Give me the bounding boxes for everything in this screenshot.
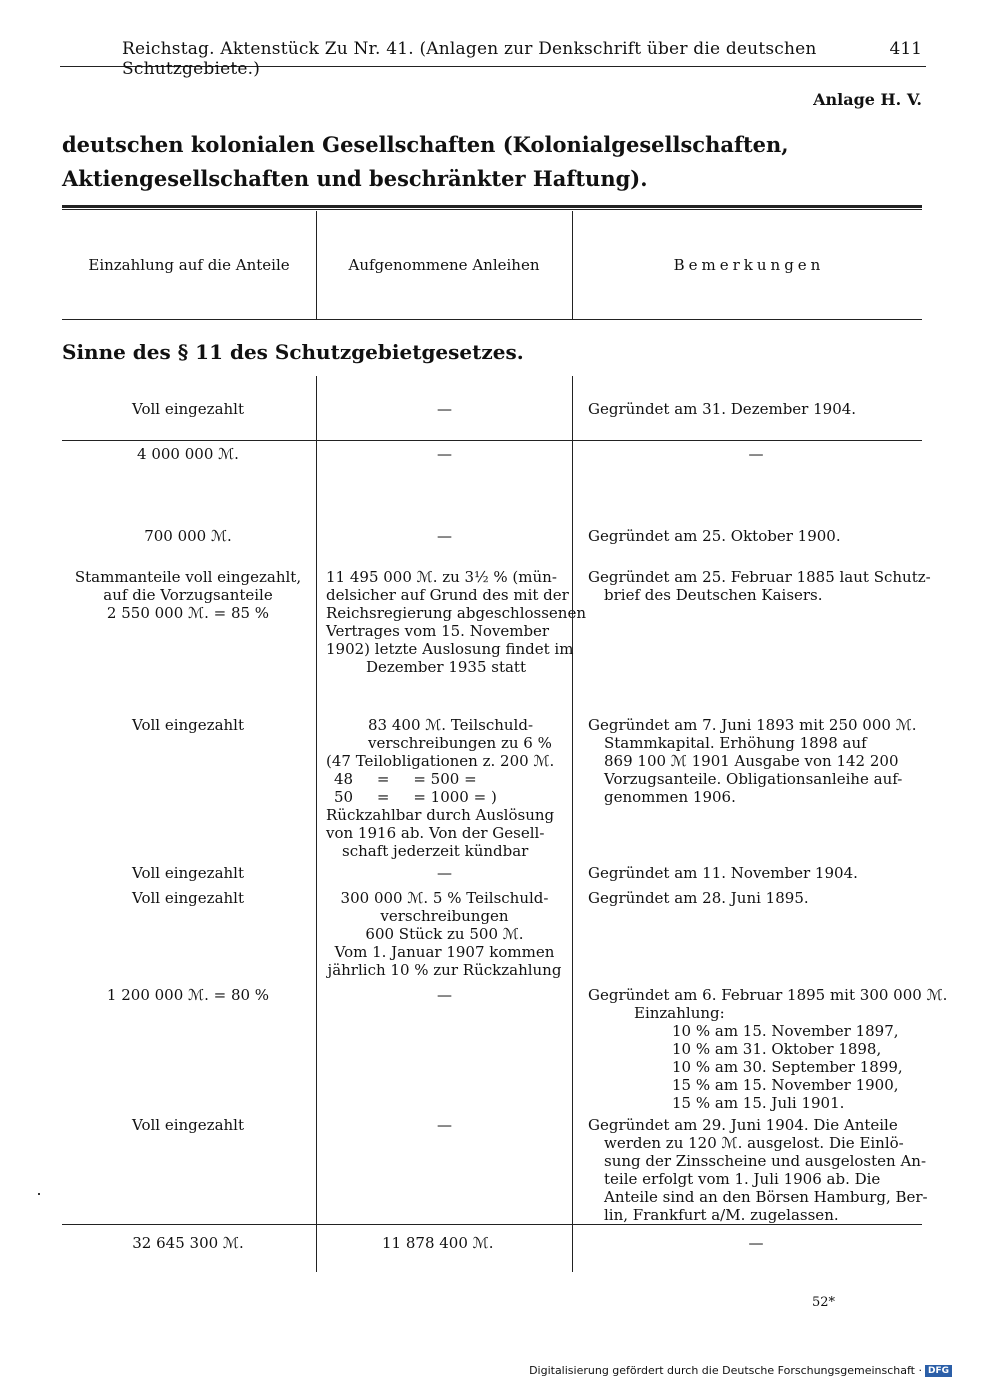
column-header-bemerkungen: Bemerkungen	[673, 256, 825, 274]
row-6-anleihen: 300 000 ℳ. 5 % Teilschuld- verschreibungen 600 Stück zu 500 ℳ. Vom 1. Januar 1907 kommen jährlich 10 % zur Rückzahlung	[327, 889, 562, 979]
body-divider-2	[572, 376, 573, 1272]
header-divider-2	[572, 211, 573, 319]
row-1-anleihen: —	[437, 445, 452, 463]
stray-mark	[38, 1193, 40, 1195]
row-5-einzahlung: Voll eingezahlt	[132, 864, 244, 882]
row-0-bemerkungen: Gegründet am 31. Dezember 1904.	[588, 400, 857, 418]
total-bemerkungen: —	[748, 1234, 764, 1252]
table-top-rule	[62, 205, 922, 208]
row-2-bemerkungen: Gegründet am 25. Oktober 1900.	[588, 527, 841, 545]
page-number: 411	[889, 39, 922, 59]
row-1-bemerkungen: —	[748, 445, 764, 463]
row-8-bemerkungen: Gegründet am 29. Juni 1904. Die Anteile werden zu 120 ℳ. ausgelost. Die Einlö- sung der Zinsscheine und ausgelosten An- teile erfolgt vom 1. Juli 1906 ab. Die Anteile sind an den Börsen Hamburg, Ber- lin, Frankfurt a/M. zugelassen.	[588, 1116, 928, 1224]
row-0-anleihen: —	[437, 400, 452, 418]
section-heading: Sinne des § 11 des Schutzgebietgesetzes.	[62, 340, 524, 364]
header-divider-1	[316, 211, 317, 319]
row-2-anleihen: —	[437, 527, 452, 545]
page-heading: deutschen kolonialen Gesellschaften (Kolonialgesellschaften, Aktiengesellschaften und beschränkter Haftung).	[62, 132, 789, 191]
body-divider-1	[316, 376, 317, 1272]
running-head	[60, 36, 926, 79]
row-5-bemerkungen: Gegründet am 11. November 1904.	[588, 864, 858, 882]
row-8-anleihen: —	[437, 1116, 452, 1134]
digitization-footer	[529, 1364, 952, 1377]
row-2-einzahlung: 700 000 ℳ.	[144, 527, 232, 545]
row-3-einzahlung: Stammanteile voll eingezahlt, auf die Vorzugsanteile 2 550 000 ℳ. = 85 %	[74, 568, 302, 622]
table-top-rule-thin	[62, 209, 922, 210]
row-0-einzahlung: Voll eingezahlt	[132, 400, 244, 418]
anlage-label: Anlage H. V.	[813, 90, 922, 109]
row-8-einzahlung: Voll eingezahlt	[132, 1116, 244, 1134]
total-einzahlung: 32 645 300 ℳ.	[132, 1234, 244, 1252]
dfg-logo: DFG	[925, 1365, 952, 1377]
row-6-einzahlung: Voll eingezahlt	[132, 889, 244, 907]
header-bottom-rule	[62, 319, 922, 320]
row-3-bemerkungen: Gegründet am 25. Februar 1885 laut Schutz- brief des Deutschen Kaisers.	[588, 568, 931, 604]
signature-mark: 52*	[812, 1295, 836, 1310]
row-7-einzahlung: 1 200 000 ℳ. = 80 %	[106, 986, 270, 1004]
row-6-bemerkungen: Gegründet am 28. Juni 1895.	[588, 889, 809, 907]
running-head-title: Reichstag. Aktenstück Zu Nr. 41. (Anlagen zur Denkschrift über die deutschen Schutzgebiete.)	[122, 39, 817, 79]
row-3-anleihen: 11 495 000 ℳ. zu 3½ % (mün- delsicher auf Grund des mit der Reichsregierung abgeschlossenen Vertrages vom 15. November 1902) letzte Auslosung findet im Dezember 1935 statt	[326, 568, 586, 676]
row-7-bemerkungen: Gegründet am 6. Februar 1895 mit 300 000 ℳ. Einzahlung: 10 % am 15. November 1897, 10 % am 31. Oktober 1898, 10 % am 30. September 1899, 15 % am 15. November 1900, 15 % am 15. Juli 1901.	[588, 986, 948, 1112]
row-4-anleihen: 83 400 ℳ. Teilschuld- verschreibungen zu 6 % (47 Teilobligationen z. 200 ℳ. 48 = = 500 = 50 = = 1000 = ) Rückzahlbar durch Auslösung von 1916 ab. Von der Gesell- schaft jederzeit kündbar	[326, 716, 555, 860]
totals-rule	[62, 1224, 922, 1225]
column-header-einzahlung: Einzahlung auf die Anteile	[88, 256, 290, 274]
row-rule-1	[62, 440, 922, 441]
footer-text: Digitalisierung gefördert durch die Deutsche Forschungsgemeinschaft ·	[529, 1364, 922, 1377]
row-5-anleihen: —	[437, 864, 452, 882]
total-anleihen: 11 878 400 ℳ.	[382, 1234, 494, 1252]
row-7-anleihen: —	[437, 986, 452, 1004]
column-header-anleihen: Aufgenommene Anleihen	[348, 256, 540, 274]
row-4-einzahlung: Voll eingezahlt	[132, 716, 244, 734]
row-1-einzahlung: 4 000 000 ℳ.	[137, 445, 239, 463]
row-4-bemerkungen: Gegründet am 7. Juni 1893 mit 250 000 ℳ. Stammkapital. Erhöhung 1898 auf 869 100 ℳ 1901 Ausgabe von 142 200 Vorzugsanteile. Obligationsanleihe auf- genommen 1906.	[588, 716, 917, 806]
